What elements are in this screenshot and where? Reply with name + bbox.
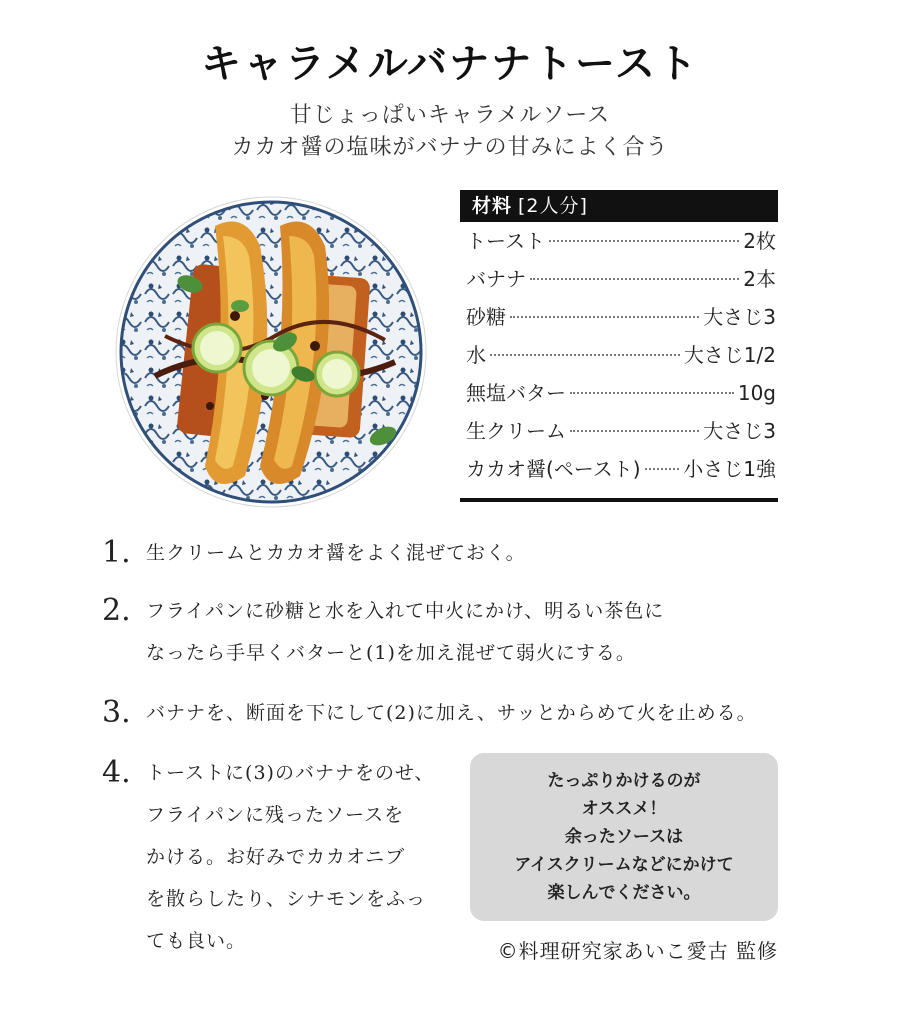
ingredient-name: 砂糖	[466, 305, 506, 329]
subtitle-line: カカオ醤の塩味がバナナの甘みによく合う	[231, 135, 669, 160]
step-number: 4.	[102, 755, 131, 790]
tip-line: オススメ！	[581, 799, 667, 819]
step-text	[146, 752, 434, 962]
step-3	[102, 692, 802, 734]
leader-dots	[549, 240, 739, 242]
leader-dots	[645, 468, 680, 470]
tip-line: たっぷりかけるのが	[547, 771, 701, 791]
ingredients-label: 材料	[472, 195, 513, 217]
leader-dots	[510, 316, 699, 318]
ingredient-row	[460, 298, 778, 336]
ingredient-row	[460, 260, 778, 298]
step-number: 3.	[102, 695, 131, 730]
step-line: かける。お好みでカカオニブ	[146, 846, 406, 868]
ingredient-name: 水	[466, 343, 486, 367]
serving-size: [2人分]	[518, 195, 588, 217]
ingredient-name: 生クリーム	[466, 419, 566, 443]
step-line: なったら手早くバターと(1)を加え混ぜて弱火にする。	[146, 642, 636, 664]
step-text	[146, 532, 526, 574]
ingredient-row	[460, 374, 778, 412]
step-text	[146, 590, 664, 674]
step-line: フライパンに残ったソースを	[146, 804, 405, 826]
ingredients-bottom-rule	[460, 498, 778, 502]
step-line: ても良い。	[146, 930, 247, 952]
ingredient-list	[460, 222, 778, 488]
ingredient-qty: 2枚	[743, 229, 776, 253]
leader-dots	[530, 278, 739, 280]
ingredient-qty: 大さじ3	[703, 419, 776, 443]
ingredient-name: バナナ	[466, 267, 526, 291]
recipe-subtitle	[0, 100, 900, 164]
step-text	[146, 692, 757, 734]
ingredient-row	[460, 412, 778, 450]
recipe-title: キャラメルバナナトースト	[201, 41, 699, 87]
food-photo	[115, 196, 427, 508]
ingredients-box	[460, 190, 778, 502]
ingredient-qty: 大さじ3	[703, 305, 776, 329]
step-line: トーストに(3)のバナナをのせ、	[146, 762, 435, 784]
leader-dots	[490, 354, 680, 356]
ingredient-qty: 小さじ1強	[683, 457, 776, 481]
tip-line: 楽しんでください。	[547, 883, 701, 903]
leader-dots	[570, 392, 734, 394]
step-line: フライパンに砂糖と水を入れて中火にかけ、明るい茶色に	[146, 600, 665, 622]
tip-line: 余ったソースは	[564, 827, 684, 847]
ingredient-qty: 2本	[743, 267, 776, 291]
step-line: 生クリームとカカオ醤をよく混ぜておく。	[146, 542, 526, 564]
ingredients-header	[460, 190, 778, 222]
step-1	[102, 532, 526, 574]
ingredient-name: 無塩バター	[466, 381, 566, 405]
step-number: 2.	[102, 593, 131, 628]
leader-dots	[570, 430, 699, 432]
step-2	[102, 590, 762, 674]
credit-text: ©料理研究家あいこ愛古 監修	[497, 939, 778, 963]
step-4	[102, 752, 452, 962]
ingredient-name: カカオ醤(ペースト)	[466, 457, 641, 481]
tip-box	[470, 753, 778, 921]
tip-line: アイスクリームなどにかけて	[514, 855, 734, 875]
ingredient-name: トースト	[466, 229, 545, 253]
ingredient-row	[460, 336, 778, 374]
subtitle-line: 甘じょっぱいキャラメルソース	[289, 103, 611, 128]
ingredient-qty: 10g	[737, 381, 776, 405]
step-number: 1.	[102, 535, 131, 570]
ingredient-row	[460, 450, 778, 488]
step-line: を散らしたり、シナモンをふっ	[146, 888, 427, 910]
step-line: バナナを、断面を下にして(2)に加え、サッとからめて火を止める。	[146, 702, 757, 724]
ingredient-qty: 大さじ1/2	[683, 343, 776, 367]
ingredient-row	[460, 222, 778, 260]
